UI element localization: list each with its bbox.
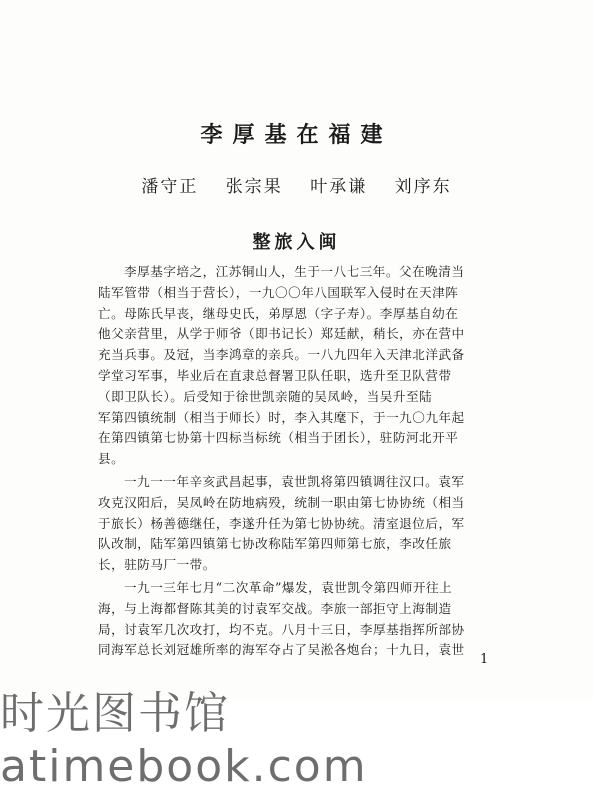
watermark-banner: [0, 687, 593, 792]
text-line: 县。: [98, 451, 125, 467]
text-line: （即卫队长）。后受知于徐世凯亲随的吴凤岭，当吴升至陆: [98, 388, 433, 404]
text-line: 海，与上海都督陈其美的讨袁军交战。李旅一部拒守上海制造: [98, 600, 452, 616]
author-name: 叶承谦: [310, 177, 368, 197]
text-line: 军第四镇统制（相当于师长）时，李入其麾下，于一九〇九年起: [98, 409, 465, 425]
text-line: 亡。母陈氏早丧，继母史氏，弟厚恩（字子寿）。李厚基自幼在: [98, 305, 459, 321]
text-line: 攻克汉阳后，吴凤岭在防地病殁，统制一职由第七协协统（相当: [98, 494, 465, 510]
text-line: 李厚基字培之，江苏铜山人，生于一八七三年。父在晚清当: [124, 264, 465, 279]
body-text: [98, 262, 502, 661]
text-line: 一九一一年辛亥武昌起事，袁世凯将第四镇调往汉口。袁军: [124, 473, 465, 489]
text-line: 长，驻防马厂一带。: [98, 557, 216, 573]
text-line: 在第四镇第七协第十四标当标统（相当于团长），驻防河北开平: [98, 430, 459, 446]
text-line: 学堂习军事，毕业后在直隶总督署卫队任职，选升至卫队营带: [98, 367, 452, 383]
watermark-text: 时光图书馆atimebook.com: [0, 687, 368, 792]
article-title: 李厚基在福建: [200, 122, 393, 148]
text-line: 充当兵事。及冠，当李鸿章的亲兵。一八九四年入天津北洋武备: [98, 347, 465, 363]
author-name: 张宗果: [225, 177, 283, 197]
text-line: 陆军管带（相当于营长），一九〇〇年八国联军入侵时在天津阵: [98, 284, 459, 300]
text-line: 一九一三年七月“二次革命”爆发，袁世凯令第四师开往上: [124, 579, 453, 595]
author-name: 刘序东: [394, 177, 452, 197]
text-line: 同海军总长刘冠雄所率的海军夺占了吴淞各炮台；十九日，袁世: [98, 642, 465, 658]
section-heading: 整旅入闽: [252, 232, 341, 253]
author-name: 潘守正: [141, 177, 199, 197]
text-line: 队改制，陆军第四镇第七协改称陆军第四师第七旅，李改任旅: [98, 536, 452, 552]
page-number: 1: [480, 652, 489, 667]
text-line: 局，讨袁军几次攻打，均不克。八月十三日，李厚基指挥所部协: [98, 621, 465, 637]
author-line: [0, 172, 593, 197]
text-line: 他父亲营里，从学于师爷（即书记长）郑廷献，稍长，亦在营中: [98, 326, 465, 342]
text-line: 于旅长）杨善德继任，李遂升任为第七协协统。清室退位后，军: [98, 515, 465, 531]
